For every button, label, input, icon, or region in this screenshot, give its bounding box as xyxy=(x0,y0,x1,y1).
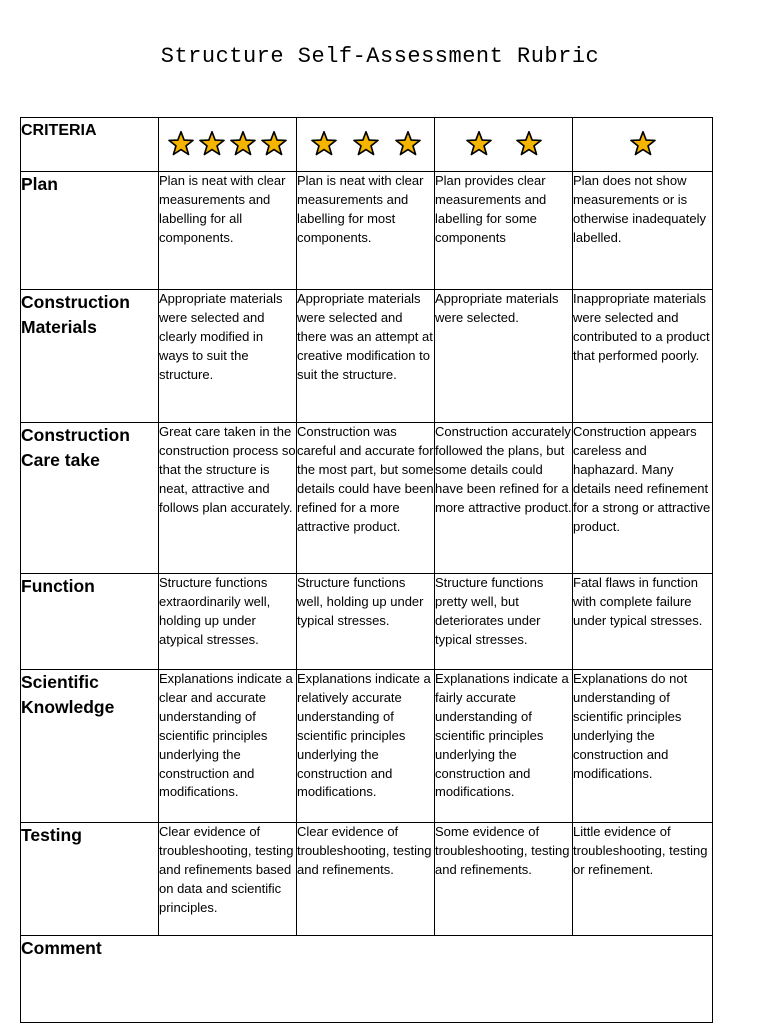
star-icon xyxy=(310,130,338,158)
criterion-testing: Testing xyxy=(21,823,159,936)
level-3-stars xyxy=(297,118,435,172)
rubric-cell: Appropriate materials were selected and there was an attempt at creative modification to suit the structure. xyxy=(297,290,435,423)
table-row xyxy=(21,172,713,290)
rubric-cell: Clear evidence of troubleshooting, testing and refinements based on data and scientific principles. xyxy=(159,823,297,936)
header-row xyxy=(21,118,713,172)
rubric-cell: Structure functions pretty well, but deteriorates under typical stresses. xyxy=(435,574,573,670)
table-row xyxy=(21,823,713,936)
star-icon xyxy=(394,130,422,158)
rubric-cell: Construction accurately followed the plans, but some details could have been refined for a more attractive product. xyxy=(435,423,573,574)
rubric-cell: Explanations do not understanding of scientific principles underlying the construction and modifications. xyxy=(573,670,713,823)
rubric-cell: Little evidence of troubleshooting, testing or refinement. xyxy=(573,823,713,936)
level-2-stars xyxy=(435,118,573,172)
rubric-table xyxy=(20,117,713,1023)
table-row xyxy=(21,423,713,574)
rubric-cell: Some evidence of troubleshooting, testing and refinements. xyxy=(435,823,573,936)
table-row xyxy=(21,290,713,423)
comment-row xyxy=(21,936,713,1023)
rubric-cell: Explanations indicate a relatively accurate understanding of scientific principles underlying the construction and modifications. xyxy=(297,670,435,823)
rubric-cell: Great care taken in the construction process so that the structure is neat, attractive and follows plan accurately. xyxy=(159,423,297,574)
criterion-function: Function xyxy=(21,574,159,670)
table-row xyxy=(21,574,713,670)
rubric-cell: Inappropriate materials were selected and contributed to a product that performed poorly. xyxy=(573,290,713,423)
star-icon xyxy=(465,130,493,158)
level-1-stars xyxy=(573,118,713,172)
comment-box[interactable] xyxy=(21,936,713,1023)
criterion-scientific-knowledge: Scientific Knowledge xyxy=(21,670,159,823)
star-icon xyxy=(229,130,257,158)
star-icon xyxy=(352,130,380,158)
rubric-cell: Plan provides clear measurements and labelling for some components xyxy=(435,172,573,290)
star-icon xyxy=(260,130,288,158)
rubric-cell: Explanations indicate a fairly accurate understanding of scientific principles underlying the construction and modifications. xyxy=(435,670,573,823)
comment-label: Comment xyxy=(21,938,102,958)
rubric-cell: Plan is neat with clear measurements and labelling for most components. xyxy=(297,172,435,290)
rubric-cell: Appropriate materials were selected. xyxy=(435,290,573,423)
criterion-plan: Plan xyxy=(21,172,159,290)
rubric-cell: Appropriate materials were selected and clearly modified in ways to suit the structure. xyxy=(159,290,297,423)
rubric-cell: Explanations indicate a clear and accurate understanding of scientific principles underlying the construction and modifications. xyxy=(159,670,297,823)
criterion-construction-care: Construction Care take xyxy=(21,423,159,574)
criteria-header: CRITERIA xyxy=(21,118,159,172)
star-icon xyxy=(515,130,543,158)
rubric-cell: Fatal flaws in function with complete failure under typical stresses. xyxy=(573,574,713,670)
rubric-cell: Construction appears careless and haphazard. Many details need refinement for a strong or attractive product. xyxy=(573,423,713,574)
page-title: Structure Self-Assessment Rubric xyxy=(160,44,600,69)
rubric-cell: Plan does not show measurements or is otherwise inadequately labelled. xyxy=(573,172,713,290)
rubric-cell: Plan is neat with clear measurements and labelling for all components. xyxy=(159,172,297,290)
rubric-cell: Structure functions extraordinarily well, holding up under atypical stresses. xyxy=(159,574,297,670)
level-4-stars xyxy=(159,118,297,172)
rubric-cell: Structure functions well, holding up under typical stresses. xyxy=(297,574,435,670)
star-icon xyxy=(198,130,226,158)
rubric-cell: Clear evidence of troubleshooting, testing and refinements. xyxy=(297,823,435,936)
rubric-cell: Construction was careful and accurate for the most part, but some details could have been refined for a more attractive product. xyxy=(297,423,435,574)
criterion-construction-materials: Construction Materials xyxy=(21,290,159,423)
table-row xyxy=(21,670,713,823)
star-icon xyxy=(629,130,657,158)
star-icon xyxy=(167,130,195,158)
